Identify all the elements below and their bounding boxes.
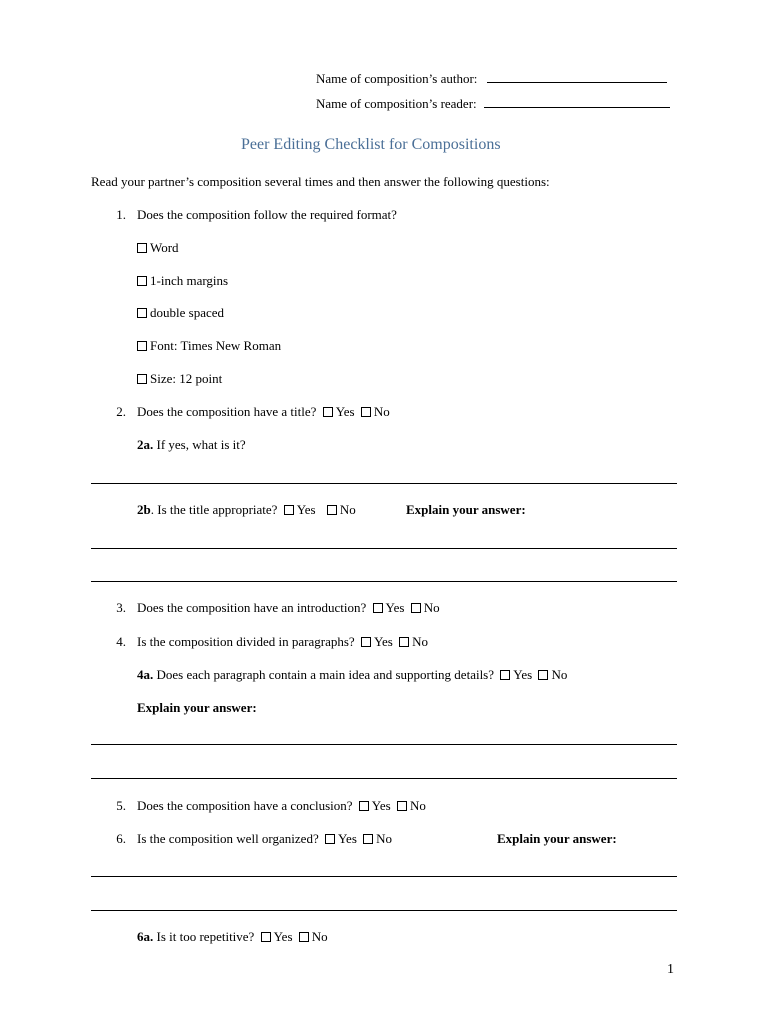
option-font-label: Font: Times New Roman: [150, 338, 282, 353]
q2-number: 2.: [116, 404, 126, 419]
q4-no-label: No: [412, 634, 429, 649]
page-number: 1: [667, 962, 674, 977]
option-double-spaced-label: double spaced: [150, 305, 225, 320]
q6-yes-label: Yes: [337, 831, 357, 846]
q2b-no-label: No: [339, 502, 356, 517]
q6a-text: Is it too repetitive?: [156, 929, 255, 944]
q4a-text: Does each paragraph contain a main idea and supporting details?: [156, 667, 495, 682]
q6-row: [137, 831, 392, 847]
checkbox-icon[interactable]: [137, 243, 147, 253]
option-size-label: Size: 12 point: [150, 371, 223, 386]
q6a-label: 6a.: [137, 929, 154, 944]
author-name-blank[interactable]: [487, 70, 667, 83]
option-font[interactable]: [137, 338, 281, 354]
q3-text: Does the composition have an introduction?: [137, 600, 367, 615]
q5-yes-label: Yes: [371, 798, 391, 813]
q2-text: Does the composition have a title?: [137, 404, 317, 419]
checkbox-icon[interactable]: [299, 932, 309, 942]
q4a-no-label: No: [551, 667, 568, 682]
q1-text: Does the composition follow the required format?: [137, 207, 397, 222]
checkbox-icon[interactable]: [411, 603, 421, 613]
option-word-label: Word: [150, 240, 179, 255]
q2-no-label: No: [373, 404, 390, 419]
option-double-spaced[interactable]: [137, 305, 224, 321]
checkbox-icon[interactable]: [361, 637, 371, 647]
q2b-explain-label: Explain your answer:: [406, 502, 526, 517]
q3-row: [137, 600, 440, 616]
answer-line[interactable]: [91, 581, 677, 582]
q5-text: Does the composition have a conclusion?: [137, 798, 353, 813]
answer-line[interactable]: [91, 548, 677, 549]
q4a-row: [137, 667, 567, 683]
q4-row: [137, 634, 428, 650]
q2a-text: If yes, what is it?: [156, 437, 246, 452]
q4a-label: 4a.: [137, 667, 154, 682]
checkbox-icon[interactable]: [137, 308, 147, 318]
checkbox-icon[interactable]: [284, 505, 294, 515]
q2b-row: [137, 502, 356, 518]
reader-name-line: [316, 95, 670, 112]
q4-yes-label: Yes: [373, 634, 393, 649]
q5-row: [137, 798, 426, 814]
option-margins[interactable]: [137, 273, 228, 289]
answer-line[interactable]: [91, 778, 677, 779]
q2-row: [137, 404, 390, 420]
author-label: Name of composition’s author:: [316, 71, 478, 86]
author-name-line: [316, 70, 667, 87]
intro-text: Read your partner’s composition several times and then answer the following questions:: [91, 174, 550, 189]
q3-number: 3.: [116, 600, 126, 615]
checkbox-icon[interactable]: [261, 932, 271, 942]
checkbox-icon[interactable]: [363, 834, 373, 844]
q6a-yes-label: Yes: [273, 929, 293, 944]
option-margins-label: 1-inch margins: [150, 273, 229, 288]
checkbox-icon[interactable]: [538, 670, 548, 680]
q3-no-label: No: [423, 600, 440, 615]
q2b-yes-label: Yes: [296, 502, 316, 517]
answer-line[interactable]: [91, 744, 677, 745]
reader-label: Name of composition’s reader:: [316, 96, 477, 111]
reader-name-blank[interactable]: [484, 95, 670, 108]
document-title: Peer Editing Checklist for Compositions: [241, 136, 501, 153]
checkbox-icon[interactable]: [327, 505, 337, 515]
q4a-yes-label: Yes: [513, 667, 533, 682]
checkbox-icon[interactable]: [399, 637, 409, 647]
q6a-no-label: No: [311, 929, 328, 944]
checkbox-icon[interactable]: [323, 407, 333, 417]
q2b-text: . Is the title appropriate?: [150, 502, 278, 517]
q6-number: 6.: [116, 831, 126, 846]
q5-no-label: No: [409, 798, 426, 813]
answer-line[interactable]: [91, 876, 677, 877]
checkbox-icon[interactable]: [500, 670, 510, 680]
checkbox-icon[interactable]: [361, 407, 371, 417]
q4-text: Is the composition divided in paragraphs?: [137, 634, 355, 649]
option-size[interactable]: [137, 371, 222, 387]
q6-explain-label: Explain your answer:: [497, 831, 617, 846]
checkbox-icon[interactable]: [137, 374, 147, 384]
checkbox-icon[interactable]: [137, 276, 147, 286]
q6-no-label: No: [376, 831, 393, 846]
checkbox-icon[interactable]: [359, 801, 369, 811]
answer-line[interactable]: [91, 910, 677, 911]
q6-text: Is the composition well organized?: [137, 831, 319, 846]
checkbox-icon[interactable]: [397, 801, 407, 811]
answer-line[interactable]: [91, 483, 677, 484]
q2b-label: 2b: [137, 502, 151, 517]
q5-number: 5.: [116, 798, 126, 813]
option-word[interactable]: [137, 240, 179, 256]
q2a-label: 2a.: [137, 437, 154, 452]
q4a-explain-label: Explain your answer:: [137, 700, 257, 715]
q6a-row: [137, 929, 328, 945]
checkbox-icon[interactable]: [137, 341, 147, 351]
q1-number: 1.: [116, 207, 126, 222]
checkbox-icon[interactable]: [373, 603, 383, 613]
checkbox-icon[interactable]: [325, 834, 335, 844]
q4-number: 4.: [116, 634, 126, 649]
q2a-row: [137, 437, 246, 453]
q2-yes-label: Yes: [335, 404, 355, 419]
q3-yes-label: Yes: [385, 600, 405, 615]
